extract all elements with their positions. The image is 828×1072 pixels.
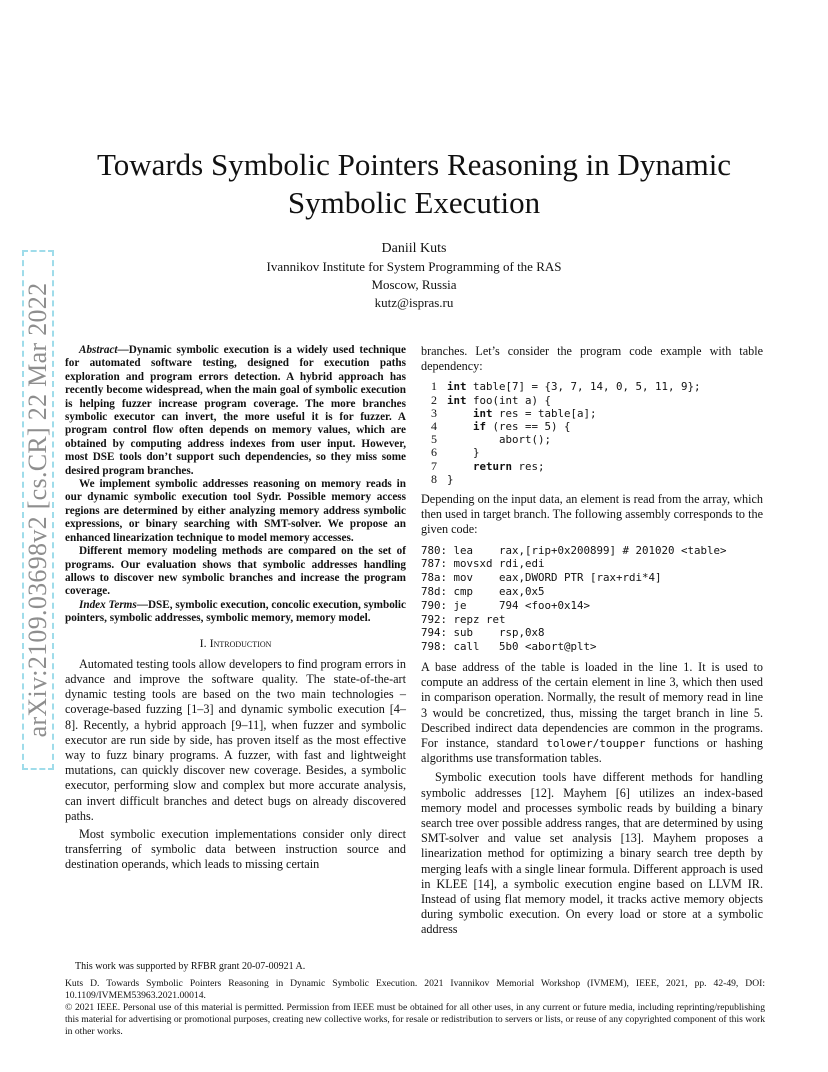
code-keyword: int [447,380,467,394]
intro-p2: Most symbolic execution implementations consider only direct transferring of symbolic data between instruction source and destination operands, which leads to missing certain [65,826,406,872]
author-block [200,240,628,312]
line-number: 5 [431,432,437,447]
index-terms-lead: Index Terms [79,598,137,611]
index-terms-text: —DSE, symbolic execution, concolic execution, symbolic pointers, symbolic addresses, symbolic memory, memory model. [65,598,406,625]
funding-footnote: This work was supported by RFBR grant 20-07-00921 A. [75,961,306,972]
asm-line: 794: sub rsp,0x8 [421,626,545,640]
code-rest: } [473,446,480,460]
right-column [421,344,763,938]
code-keyword: if [473,420,487,434]
code-intro: branches. Let’s consider the program code example with table dependency: [421,344,763,374]
line-number: 4 [431,419,437,434]
code-rest: res = table[a]; [492,406,597,420]
code-indent [447,433,499,446]
line-number: 2 [431,392,437,407]
asm-line: 78d: cmp eax,0x5 [421,585,545,599]
abstract-p3: Different memory modeling methods are compared on the set of programs. Our evaluation shows that symbolic addresses handling allows to discover new symbolic branches and increase the program coverage. [65,545,406,598]
asm-intro: Depending on the input data, an element is read from the array, which then used in target branch. The following assembly corresponds to the given code: [421,492,763,537]
code-rest: abort(); [499,433,552,447]
line-number: 6 [431,445,437,460]
base-text-a: A base address of the table is loaded in the line 1. It is used to compute an address of the certain element in line 3, which then used in comparison operation. Normally, the result of memory read in line 3 would be concretized, thus, missing the target branch in line 5. Described indirect data dependencies are common in the programs. For instance, standard [421,660,763,751]
code-indent [447,446,473,459]
paper-title: Towards Symbolic Pointers Reasoning in Dynamic Symbolic Execution [96,147,732,220]
arxiv-id: arXiv:2109.03698v2 [cs.CR] 22 Mar 2022 [23,282,52,738]
code-text [447,446,480,459]
code-indent [447,420,473,433]
asm-line: 78a: mov eax,DWORD PTR [rax+rdi*4] [421,571,662,585]
code-rest: foo(int a) { [466,393,552,407]
inline-code: tolower/toupper [546,737,646,751]
code-rest: } [447,472,454,486]
code-indent [447,407,473,420]
asm-line: 792: repz ret [421,612,506,626]
code-text [447,433,551,446]
code-keyword: int [473,406,493,420]
code-text [447,473,454,486]
code-line [421,433,763,446]
code-listing [421,380,763,486]
line-number: 8 [431,471,437,486]
asm-line: 787: movsxd rdi,edi [421,557,545,571]
left-column [65,344,406,873]
section-heading-intro: I. Introduction [199,635,272,650]
abstract-text-1: —Dynamic symbolic execution is a widely used technique for automated software testing, designed for execution paths exploration and program errors detection. A hybrid approach has recently become widespread, when the main goal of symbolic execution is helping fuzzer increase program coverage. The more branches symbolic executor can invert, the more useful it is for fuzzer. A program control flow often depends on memory values, which are obtained by computing address indexes from user input. However, most DSE tools don’t support such dependencies, so they miss some desired program branches. [65,344,406,477]
base-text-b: functions or hashing algorithms use transformation tables. [421,736,763,766]
code-text [447,420,571,433]
code-line [421,446,763,459]
author-email: kutz@ispras.ru [374,295,454,310]
arxiv-stamp [22,250,54,770]
code-text [447,460,545,473]
intro-p1: Automated testing tools allow developers to find program errors in advance and improve the software quality. The state-of-the-art dynamic testing tools are based on the two main technologies – coverage-based fuzzing [1–3] and dynamic symbolic execution [4–8]. Recently, a hybrid approach [9–11], when fuzzer and symbolic executor are run side by side, has proven itself as the most effective way to fuzz binary programs. A fuzzer, with fast and lightweight mutations, can quickly discover new coverage. Besides, a symbolic executor, performing slow and complex but more accurate analysis, can invert difficult branches and detect bugs on already discovered paths. [65,656,406,823]
code-line [421,380,763,393]
code-indent [447,460,473,473]
abstract-p1 [65,344,406,478]
line-number: 7 [431,458,437,473]
code-rest: table[7] = {3, 7, 14, 0, 5, 11, 9}; [466,380,701,394]
code-text [447,380,701,393]
author-affiliation: Ivannikov Institute for System Programming of the RAS [266,259,562,274]
code-keyword: int [447,393,467,407]
author-name: Daniil Kuts [381,241,447,256]
abstract-lead: Abstract [79,344,118,356]
code-keyword: return [473,459,513,473]
bottom-notes [65,978,765,1038]
asm-line: 798: call 5b0 <abort@plt> [421,640,597,654]
code-text [447,394,551,407]
abstract-p2: We implement symbolic addresses reasoning on memory reads in our dynamic symbolic execution tool Sydr. Possible memory access regions are determined by either analyzing memory address symbolic expressions, or binary searching with SMT-solver. We propose an enhanced linearization technique to model memory accesses. [65,478,406,544]
asm-line: 790: je 794 <foo+0x14> [421,598,591,612]
code-line [421,407,763,420]
author-city: Moscow, Russia [371,277,457,292]
copyright-note: © 2021 IEEE. Personal use of this material is permitted. Permission from IEEE must be obtained for all other uses, in any current or future media, including reprinting/republishing this material for advertising or promotional purposes, creating new collective works, for resale or redistribution to servers or lists, or reuse of any copyrighted component of this work in other works. [65,1002,765,1037]
base-address-paragraph [421,660,763,766]
index-terms [65,599,406,626]
code-line [421,394,763,407]
code-line [421,420,763,433]
asm-line: 780: lea rax,[rip+0x200899] # 201020 <table> [421,543,727,557]
code-rest: res; [512,459,545,473]
code-line [421,473,763,486]
code-rest: (res == 5) { [486,420,571,434]
tools-paragraph: Symbolic execution tools have different methods for handling symbolic addresses [12]. Mayhem [6] utilizes an index-based memory model and processes symbolic reads by building a binary search tree over possible address ranges, that are determined by using SMT-solver and value set analysis [13]. Mayhem proposes a linearization method for optimizing a binary search tree depth by merging leafs with a single linear formula. Different approach is used in KLEE [14], a symbolic execution engine based on LLVM IR. Instead of using flat memory model, it tracks active memory objects during symbolic execution. On every load or store at a symbolic address [421,770,763,937]
line-number: 1 [431,379,437,394]
line-number: 3 [431,405,437,420]
code-line [421,460,763,473]
citation-note: Kuts D. Towards Symbolic Pointers Reasoning in Dynamic Symbolic Execution. 2021 Ivannikov Memorial Workshop (IVMEM), IEEE, 2021, pp. 42-49, DOI: 10.1109/IVMEM53963.2021.00014. [65,978,765,1001]
assembly-listing [421,544,763,654]
code-text [447,407,597,420]
